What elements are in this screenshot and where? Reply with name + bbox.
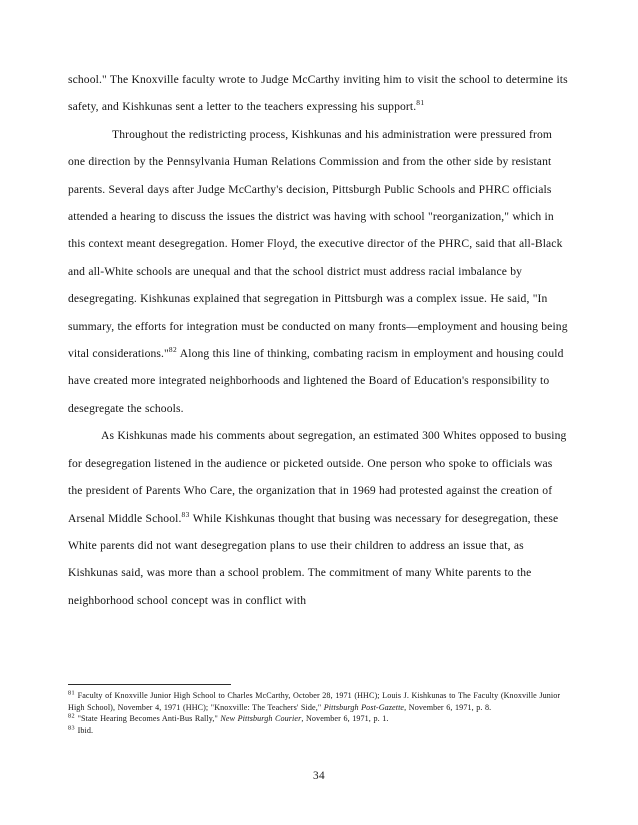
footnote-italic-title: Pittsburgh Post-Gazette xyxy=(323,702,405,712)
footnote-reference: 82 xyxy=(168,345,178,355)
footnote-section xyxy=(68,684,570,736)
page-body-text xyxy=(68,66,570,614)
footnote-number: 82 xyxy=(68,712,76,720)
footnote-reference: 81 xyxy=(416,98,425,108)
page-number: 34 xyxy=(313,770,325,782)
footnote-entry: $^{82}$ "State Hearing Becomes Anti-Bus Rally," New Pittsburgh Courier, November 6, 1971, p. 1. xyxy=(68,712,389,724)
footnote-number: 81 xyxy=(68,689,76,697)
footnote-number: 83 xyxy=(68,724,76,732)
body-paragraph: As Kishkunas made his comments about segregation, an estimated 300 Whites opposed to busing for desegregation listened in the audience or picketed outside. One person who spoke to officials was the president of Parents Who Care, the organization that in 1969 had protested against the creation of Arsenal Middle School.$^{83}$ While Kishkunas thought that busing was necessary for desegregation, these White parents did not want desegregation plans to use their children to address an issue that, as Kishkunas said, was more than a school problem. The commitment of many White parents to the neighborhood school concept was in conflict with xyxy=(68,429,567,607)
body-paragraph: school." The Knoxville faculty wrote to Judge McCarthy inviting him to visit the school to determine its safety, and Kishkunas sent a letter to the teachers expressing his support.$^{81}$ xyxy=(68,73,568,114)
footnote-separator-rule xyxy=(68,684,231,685)
footnote-italic-title: New Pittsburgh Courier xyxy=(220,714,302,724)
footnote-reference: 83 xyxy=(181,509,190,519)
footnote-entry: $^{81}$ Faculty of Knoxville Junior High School to Charles McCarthy, October 28, 1971 (HHC); Louis J. Kishkunas to The Faculty (Knoxville Junior High School), November 4, 1971 (HHC); "Knoxville: The Teachers' Side," Pittsburgh Post-Gazette, November 6, 1971, p. 8. xyxy=(68,689,561,712)
footnote-entry: $^{83}$ Ibid. xyxy=(68,724,94,735)
body-paragraph: Throughout the redistricting process, Kishkunas and his administration were pressured from one direction by the Pennsylvania Human Relations Commission and from the other side by resistant parents. Several days after Judge McCarthy's decision, Pittsburgh Public Schools and PHRC officials attended a hearing to discuss the issues the district was having with school "reorganization," which in this context meant desegregation. Homer Floyd, the executive director of the PHRC, said that all-Black and all-White schools are unequal and that the school district must address racial imbalance by desegregating. Kishkunas explained that segregation in Pittsburgh was a complex issue. He said, "In summary, the efforts for integration must be conducted on many fronts—employment and housing being vital considerations."$^{82}$ Along this line of thinking, combating racism in employment and housing could have created more integrated neighborhoods and lightened the Board of Education's responsibility to desegregate the schools. xyxy=(68,127,568,415)
